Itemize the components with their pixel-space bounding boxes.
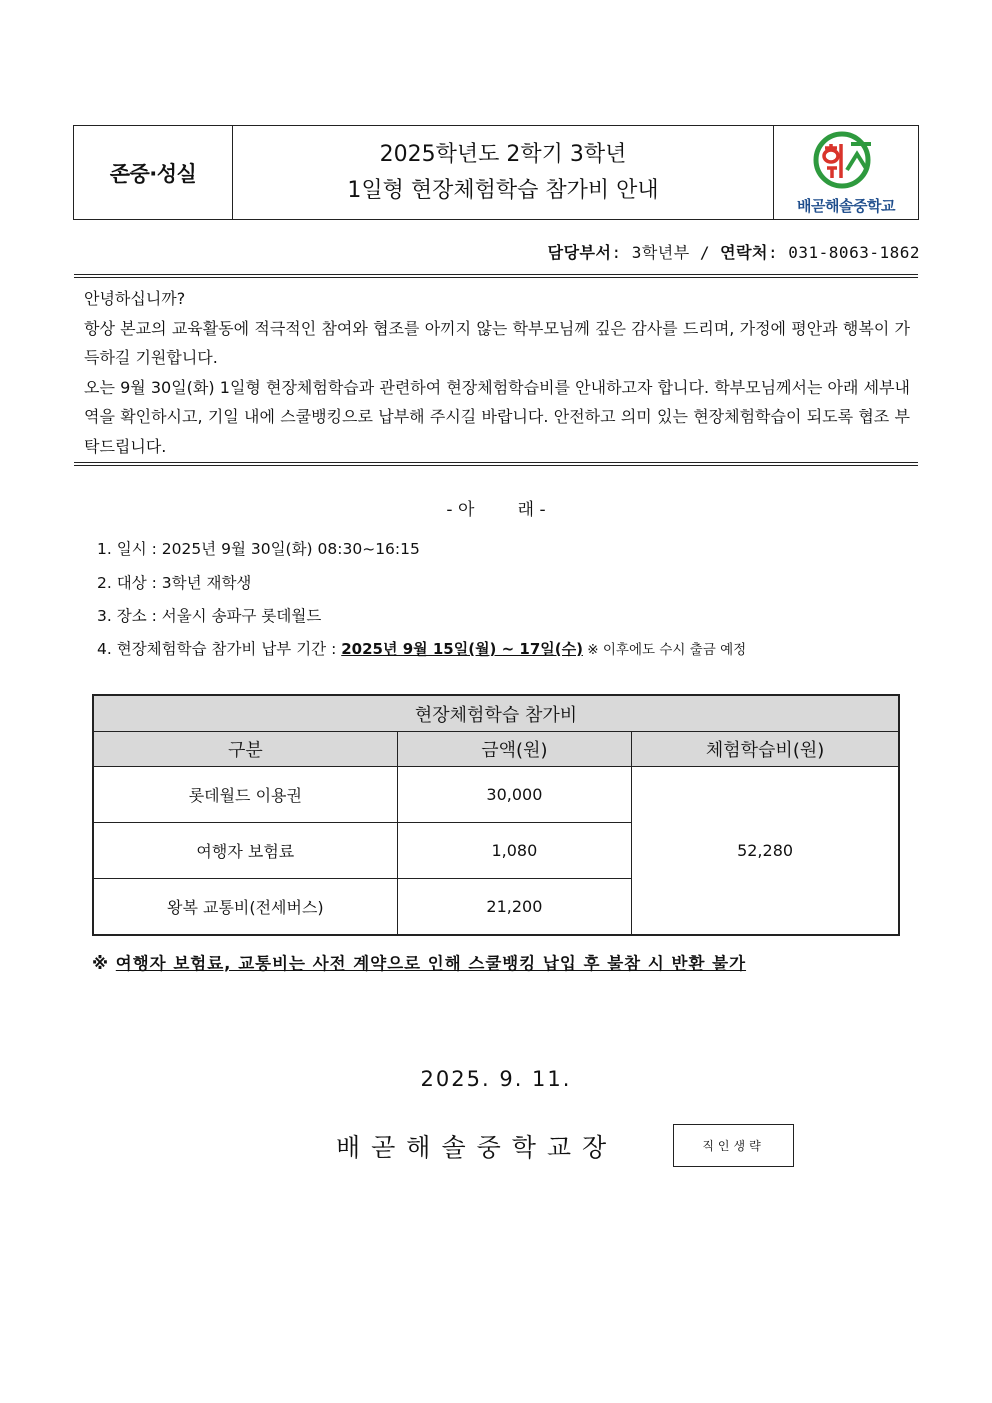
column-header-total: 체험학습비(원) bbox=[632, 732, 899, 767]
row-category: 왕복 교통비(전세버스) bbox=[93, 879, 397, 936]
school-motto: 존중·성실 bbox=[74, 126, 233, 219]
payment-period-label: 4. 현장체험학습 참가비 납부 기간 : bbox=[97, 640, 342, 658]
payment-period-dates: 2025년 9월 15일(월) ~ 17일(수) bbox=[341, 640, 583, 658]
greeting-top-divider bbox=[74, 274, 918, 278]
row-category: 롯데월드 이용권 bbox=[93, 767, 397, 823]
item-payment-period bbox=[97, 637, 746, 659]
greeting-bottom-divider bbox=[74, 462, 918, 466]
table-row bbox=[93, 767, 899, 823]
title-line-2: 1일형 현장체험학습 참가비 안내 bbox=[347, 177, 659, 203]
logo-school-name: 배곧해솔중학교 bbox=[797, 197, 895, 215]
document-date: 2025. 9. 11. bbox=[420, 1067, 572, 1091]
refund-note-text: 여행자 보험료, 교통비는 사전 계약으로 인해 스쿨뱅킹 납입 후 불참 시 반환 불가 bbox=[115, 954, 747, 973]
refund-note-mark: ※ bbox=[92, 954, 116, 973]
fee-table-title: 현장체험학습 참가비 bbox=[93, 695, 899, 732]
school-logo-cell bbox=[774, 126, 918, 219]
seal-omitted-box: 직인생략 bbox=[673, 1124, 794, 1167]
item-schedule: 1. 일시 : 2025년 9월 30일(화) 08:30~16:15 bbox=[97, 540, 420, 558]
row-amount: 1,080 bbox=[397, 823, 631, 879]
column-header-category: 구분 bbox=[93, 732, 397, 767]
title-line-1: 2025학년도 2학기 3학년 bbox=[379, 141, 627, 167]
item-target: 2. 대상 : 3학년 재학생 bbox=[97, 574, 252, 592]
dept-value: : 3학년부 / bbox=[611, 243, 721, 262]
row-amount: 21,200 bbox=[397, 879, 631, 936]
header-box bbox=[73, 125, 919, 220]
document-title bbox=[233, 126, 774, 219]
notice-heading: - 아 래 - bbox=[446, 500, 546, 520]
greeting-paragraph-3: 오는 9월 30일(화) 1일형 현장체험학습과 관련하여 현장체험학습비를 안내하고자 합니다. 학부모님께서는 아래 세부내역을 확인하시고, 기일 내에 스쿨뱅킹으로 납부해 주시길 바랍니다. 안전하고 의미 있는 현장체험학습이 되도록 협조 부탁드립니다. bbox=[84, 377, 910, 456]
column-header-amount: 금액(원) bbox=[397, 732, 631, 767]
phone-label: 연락처 bbox=[720, 243, 768, 262]
greeting-paragraph-1: 안녕하십니까? bbox=[84, 289, 186, 308]
row-amount: 30,000 bbox=[397, 767, 631, 823]
principal-name: 배곧해솔중학교장 bbox=[336, 1133, 618, 1162]
dept-label: 담당부서 bbox=[547, 243, 612, 262]
refund-note bbox=[92, 950, 746, 974]
contact-line bbox=[548, 240, 920, 263]
greeting-paragraph-2: 항상 본교의 교육활동에 적극적인 참여와 협조를 아끼지 않는 학부모님께 깊은 감사를 드리며, 가정에 평안과 행복이 가득하길 기원합니다. bbox=[84, 318, 910, 367]
payment-period-note: ※ 이후에도 수시 출금 예정 bbox=[583, 642, 747, 658]
row-category: 여행자 보험료 bbox=[93, 823, 397, 879]
fee-table bbox=[92, 694, 900, 936]
total-fee: 52,280 bbox=[632, 767, 899, 936]
phone-value: : 031-8063-1862 bbox=[768, 243, 920, 262]
school-logo-icon bbox=[811, 130, 881, 192]
greeting-block bbox=[84, 284, 910, 461]
item-location: 3. 장소 : 서울시 송파구 롯데월드 bbox=[97, 607, 322, 625]
